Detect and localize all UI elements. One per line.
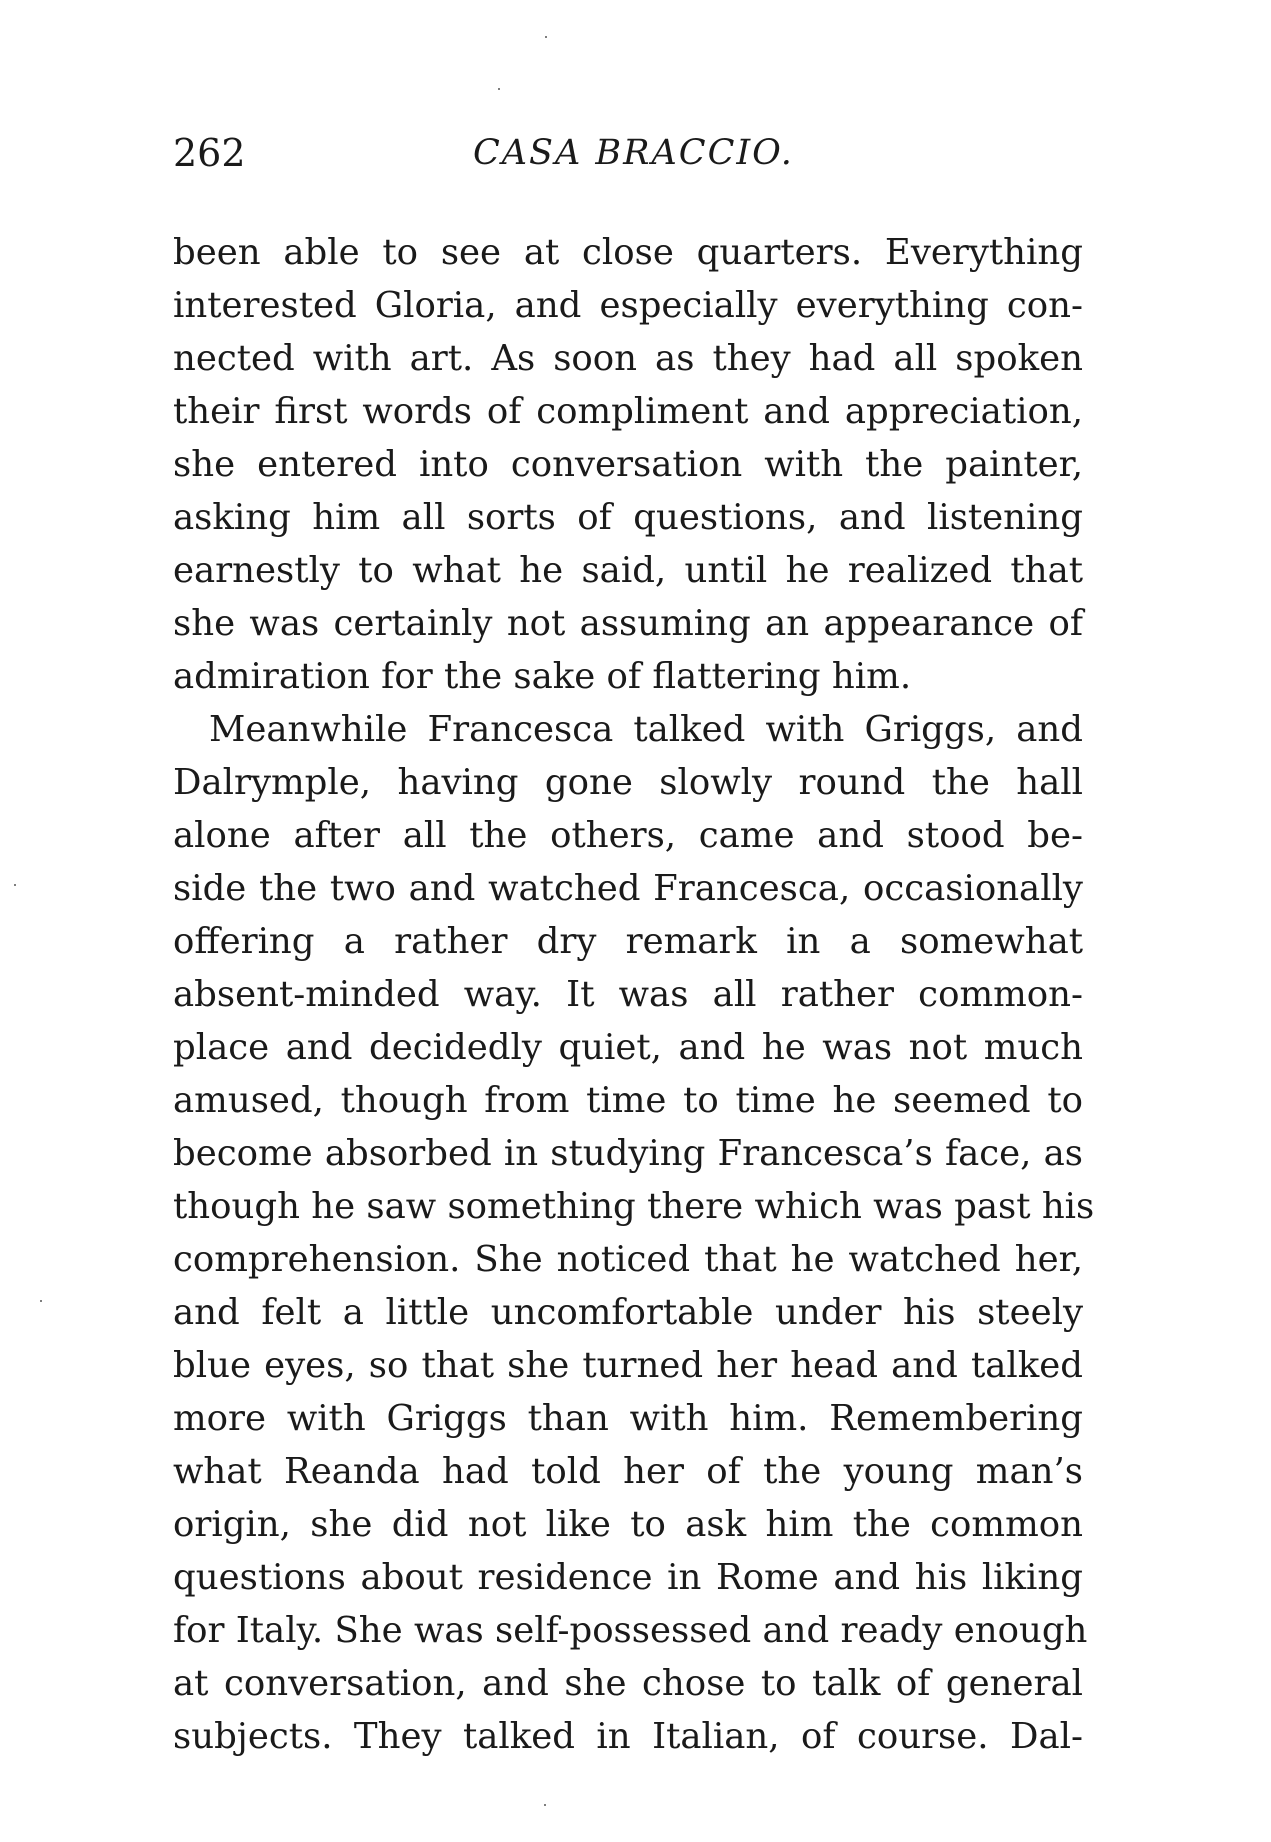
text-line: Meanwhile Francesca talked with Griggs, and bbox=[209, 709, 1083, 750]
text-line: nected with art. As soon as they had all spoken bbox=[173, 338, 1083, 379]
text-line: absent-minded way. It was all rather common- bbox=[173, 974, 1083, 1015]
text-line: for Italy. She was self-possessed and ready enough bbox=[173, 1610, 1088, 1651]
print-speck bbox=[545, 36, 547, 38]
text-line: interested Gloria, and especially everything con- bbox=[173, 285, 1083, 326]
page-number: 262 bbox=[173, 131, 246, 175]
text-line: though he saw something there which was past his bbox=[173, 1186, 1095, 1227]
text-line: earnestly to what he said, until he realized that bbox=[173, 550, 1083, 591]
print-speck bbox=[14, 884, 16, 886]
text-line: comprehension. She noticed that he watched her, bbox=[173, 1239, 1083, 1280]
text-line: been able to see at close quarters. Everything bbox=[173, 232, 1083, 273]
page-header bbox=[173, 128, 1083, 178]
text-line: what Reanda had told her of the young man’s bbox=[173, 1451, 1083, 1492]
text-line: more with Griggs than with him. Remembering bbox=[173, 1398, 1083, 1439]
body-text bbox=[173, 226, 1095, 1763]
text-line: she was certainly not assuming an appearance of bbox=[173, 603, 1083, 644]
text-line: asking him all sorts of questions, and listening bbox=[173, 497, 1083, 538]
paragraph bbox=[173, 226, 1083, 703]
text-line: subjects. They talked in Italian, of course. Dal- bbox=[173, 1716, 1083, 1757]
text-line: side the two and watched Francesca, occasionally bbox=[173, 868, 1083, 909]
running-title: CASA BRACCIO. bbox=[473, 133, 794, 173]
text-line: become absorbed in studying Francesca’s face, as bbox=[173, 1133, 1083, 1174]
text-line: and felt a little uncomfortable under his steely bbox=[173, 1292, 1083, 1333]
text-line: Dalrymple, having gone slowly round the hall bbox=[173, 762, 1083, 803]
print-speck bbox=[498, 88, 500, 90]
text-line: at conversation, and she chose to talk of general bbox=[173, 1663, 1083, 1704]
text-line: origin, she did not like to ask him the common bbox=[173, 1504, 1083, 1545]
text-line: amused, though from time to time he seemed to bbox=[173, 1080, 1083, 1121]
text-line: she entered into conversation with the painter, bbox=[173, 444, 1083, 485]
text-line: admiration for the sake of flattering him. bbox=[173, 656, 912, 697]
text-line: blue eyes, so that she turned her head and talked bbox=[173, 1345, 1083, 1386]
text-line: their first words of compliment and appreciation, bbox=[173, 391, 1083, 432]
text-line: alone after all the others, came and stood be- bbox=[173, 815, 1083, 856]
print-speck bbox=[40, 1300, 42, 1302]
text-line: offering a rather dry remark in a somewhat bbox=[173, 921, 1083, 962]
paragraph bbox=[173, 703, 1095, 1763]
print-speck bbox=[544, 1804, 546, 1806]
paragraph-container bbox=[173, 226, 1095, 1763]
text-line: questions about residence in Rome and his liking bbox=[173, 1557, 1083, 1598]
text-line: place and decidedly quiet, and he was not much bbox=[173, 1027, 1083, 1068]
